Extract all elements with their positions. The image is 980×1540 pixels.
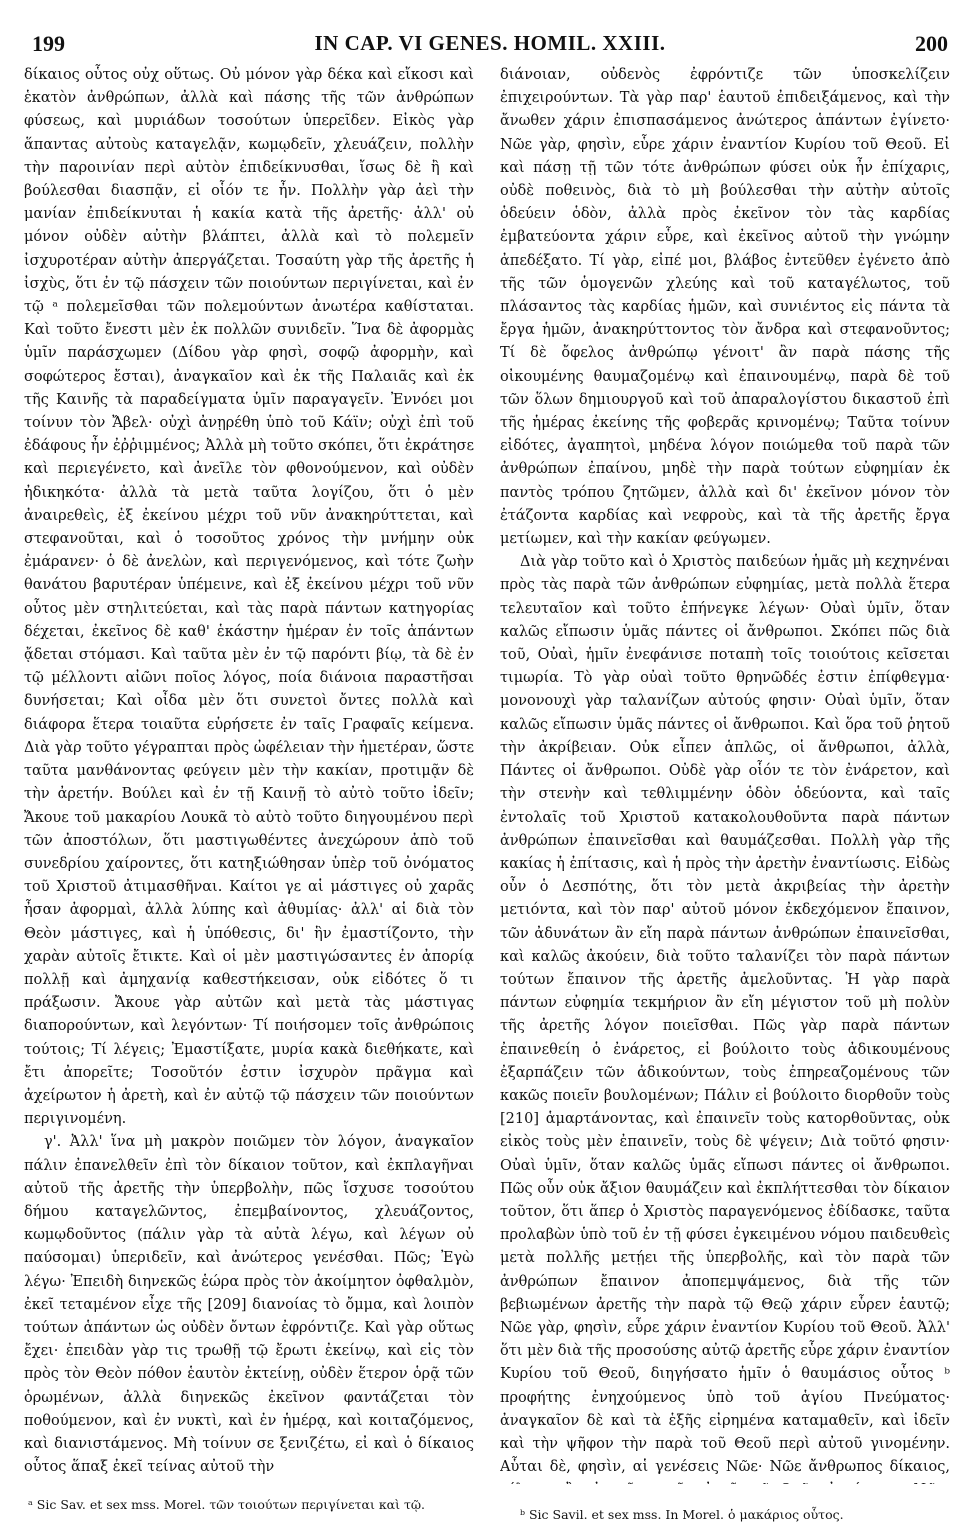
running-title: IN CAP. VI GENES. HOMIL. XXIII. [314,31,666,55]
paragraph: Διὰ γὰρ τοῦτο καὶ ὁ Χριστὸς παιδεύων ἡμᾶς μὴ κεχηνέναι πρὸς τὰς παρὰ τῶν ἀνθρώπων εὐφημίας, μετὰ πολλὰ ἕτερα τελευταῖον καὶ τοῦτο ἐπήνεγκε λέγων· Οὐαὶ ὑμῖν, ὅταν καλῶς εἴπωσιν ὑμᾶς πάντες οἱ ἄνθρωποι. Σκόπει πῶς διὰ τοῦ, Οὐαὶ, ἡμῖν ἐνεφάνισε ποταπὴ τοῖς τοιούτοις κεῖσεται τιμωρία. Τὸ γὰρ οὐαὶ τοῦτο θρηνῶδές ἐστιν ἐπίφθεγμα· μονονουχὶ γὰρ ταλανίζων αὐτούς φησιν· Οὐαὶ ὑμῖν, ὅταν καλῶς εἴπωσιν ὑμᾶς πάντες οἱ ἄνθρωποι. Καὶ ὅρα τοῦ ῥητοῦ τὴν ἀκρίβειαν. Οὐκ εἶπεν ἁπλῶς, οἱ ἄνθρωποι, ἀλλὰ, Πάντες οἱ ἄνθρωποι. Οὐδὲ γὰρ οἷόν τε τὸν ἐνάρετον, καὶ τὴν στενὴν καὶ τεθλιμμένην ὁδὸν ὁδεύοντα, καὶ ταῖς ἐντολαῖς τοῦ Χριστοῦ κατακολουθοῦντα παρὰ πάντων ἀνθρώπων ἐπαινεῖσθαι καὶ θαυμάζεσθαι. Πολλὴ γὰρ τῆς κακίας ἡ ἐπίτασις, καὶ ἡ πρὸς τὴν ἀρετὴν ἐναντίωσις. Εἰδὼς οὖν ὁ Δεσπότης, ὅτι τὸν μετὰ ἀκριβείας τὴν ἀρετὴν μετιόντα, καὶ τὸν παρ' αὐτοῦ μόνον ἐκδεχόμενον ἔπαινον, τῶν ἀδυνάτων ἂν εἴη παρὰ πάντων ἀνθρώπων ἐπαινεῖσθαι, καὶ καλῶς ἀκούειν, διὰ τοῦτο ταλανίζει τὸν παρὰ πάντων τούτων ἔπαινον τῆς ἀρετῆς ἀμελοῦντας. Ἡ γὰρ παρὰ πάντων εὐφημία τεκμήριον ἂν εἴη μέγιστον τοῦ μὴ πολὺν τῆς ἀρετῆς λόγον ποιεῖσθαι. Πῶς γὰρ παρὰ πάντων ἐπαινεθείη ὁ ἐνάρετος, εἰ βούλοιτο τοὺς ἀδικουμένους ἐξαρπάζειν τῶν ἀδικούντων, τοὺς ἐπηρεαζομένους τῶν κακῶς ποιεῖν βουλομένων; Πάλιν εἰ βούλοιτο διορθοῦν τοὺς [210] ἁμαρτάνοντας, καὶ ἐπαινεῖν τοὺς κατορθοῦντας, οὐκ εἰκὸς τοὺς μὲν ἐπαινεῖν, τοὺς δὲ ψέγειν; Διὰ τοῦτό φησιν· Οὐαὶ ὑμῖν, ὅταν καλῶς ὑμᾶς εἴπωσι πάντες οἱ ἄνθρωποι. Πῶς οὖν οὐκ ἄξιον θαυμάζειν καὶ ἐκπλήττεσθαι τὸν δίκαιον τοῦτον, ὅτι ἅπερ ὁ Χριστὸς παραγενόμενος ἐδίδασκε, ταῦτα προλαβὼν ὑπὸ τοῦ ἐν τῇ φύσει ἐγκειμένου νόμου παιδευθεὶς μετὰ πολλῆς μετῄει τῆς ὑπερβολῆς, καὶ τὸν παρὰ τῶν ἀνθρώπων ἔπαινον ἀποπεμψάμενος, διὰ τῆς τῶν βεβιωμένων ἀρετῆς τὴν παρὰ τῷ Θεῷ χάριν εὗρεν ἑαυτῷ; Νῶε γὰρ, φησὶν, εὗρε χάριν ἐναντίον Κυρίου τοῦ Θεοῦ. Ἀλλ' ὅτι μὲν διὰ τῆς προσούσης αὐτῷ ἀρετῆς εὗρε χάριν ἐναντίον Κυρίου τοῦ Θεοῦ, διηγήσατο ἡμῖν ὁ θαυμάσιος οὗτος ᵇ προφήτης ἐνηχούμενος ὑπὸ τοῦ ἁγίου Πνεύματος· ἀναγκαῖον δὲ καὶ τὰ ἑξῆς εἰρημένα καταμαθεῖν, καὶ ἰδεῖν καὶ τὴν ψῆφον τὴν παρὰ τοῦ Θεοῦ περὶ αὐτοῦ γινομένην. Αὗται δὲ, φησὶν, αἱ γενέσεις Νῶε· Νῶε ἄνθρωπος δίκαιος, [500,554,950,1476]
paragraph: γ'. Ἀλλ' ἵνα μὴ μακρὸν ποιῶμεν τὸν λόγον, ἀναγκαῖον πάλιν ἐπανελθεῖν ἐπὶ τὸν δίκαιον τοῦτον, καὶ ἐκπλαγῆναι αὐτοῦ τῆς ἀρετῆς τὴν ὑπερβολὴν, πῶς ἴσχυσε τοσούτου δήμου καταγελῶντος, ἐπεμβαίνοντος, χλευάζοντος, κωμῳδοῦντος (πάλιν γὰρ τὰ αὐτὰ λέγω, καὶ λέγων οὐ παύσομαι) ὑπεριδεῖν, καὶ ἀνώτερος γενέσθαι. Πῶς; Ἐγὼ λέγω· Ἐπειδὴ διηνεκῶς ἑώρα πρὸς τὸν ἀκοίμητον ὀφθαλμὸν, ἐκεῖ τεταμένον εἶχε τῆς [209] διανοίας τὸ ὄμμα, καὶ λοιπὸν τούτων ἁπάντων ὡς οὐδὲν ὄντων ἐφρόντιζε. Καὶ γὰρ οὕτως ἔχει· ἐπειδὰν γὰρ τις τρωθῇ τῷ ἔρωτι ἐκείνῳ, καὶ εἰς τὸν πρὸς τὸν Θεὸν πόθον ἑαυτὸν ἐκτείνῃ, οὐδὲν ἕτερον ὁρᾷ τῶν ὁρωμένων, ἀλλὰ διηνεκῶς ἐκεῖνον φαντάζεται τὸν ποθούμενον, καὶ ἐν νυκτὶ, καὶ ἐν ἡμέρᾳ, καὶ κοιταζόμενος, καὶ διανιστάμενος. Μὴ τοίνυν σε ξενιζέτω, εἰ καὶ ὁ δίκαιος οὗτος ἅπαξ ἐκεῖ τείνας αὐτοῦ τὴν [24,1134,474,1476]
paragraph: δίκαιος οὗτος οὐχ οὕτως. Οὐ μόνον γὰρ δέκα καὶ εἴκοσι καὶ ἑκατὸν ἀνθρώπων, ἀλλὰ καὶ πάσης τῆς τῶν ἀνθρώπων φύσεως, καὶ μυριάδων τοσούτων ὑπερεῖδεν. Εἰκὸς γὰρ ἅπαντας αὐτοὺς καταγελᾷν, κωμῳδεῖν, χλευάζειν, πολλὴν τὴν παροινίαν περὶ αὐτὸν ἐπιδείκνυσθαι, ἴσως δὲ ἢ καὶ βούλεσθαι διασπᾷν, εἰ οἷόν τε ἦν. Πολλὴν γὰρ ἀεὶ τὴν μανίαν ἐπιδείκνυται ἡ κακία κατὰ τῆς ἀρετῆς· ἀλλ' οὐ μόνον οὐδὲν αὐτὴν βλάπτει, ἀλλὰ καὶ τὸ πολεμεῖν ἰσχυροτέραν αὐτὴν ἀπεργάζεται. Τοσαύτη γὰρ τῆς ἀρετῆς ἡ ἰσχὺς, ὅτι ἐν τῷ πάσχειν τῶν ποιούντων περιγίνεται, καὶ ἐν τῷ ᵃ πολεμεῖσθαι τῶν πολεμούντων ἀνωτέρα καθίσταται. Καὶ τοῦτο ἔνεστι μὲν ἐκ πολλῶν συνιδεῖν. Ἵνα δὲ ἀφορμὰς ὑμῖν παράσχωμεν (Δίδου γὰρ φησὶ, σοφῷ ἀφορμὴν, καὶ σοφώτερος ἔσται), ἀναγκαῖον καὶ ἐκ τῆς Παλαιᾶς καὶ ἐκ τῆς Καινῆς τὰ παραδείγματα ὑμῖν παραγαγεῖν. Ἐννόει μοι τοίνυν τὸν Ἄβελ· οὐχὶ ἀνῃρέθη ὑπὸ τοῦ Κάϊν; οὐχὶ ἐπὶ τοῦ ἐδάφους ἦν ἐῤῥιμμένος; Ἀλλὰ μὴ τοῦτο σκόπει, ὅτι ἐκράτησε καὶ περιεγένετο, καὶ ἀνεῖλε τὸν φθονούμενον, καὶ οὐδὲν ἠδικηκότα· ἀλλὰ τὰ μετὰ ταῦτα λογίζου, ὅτι ὁ μὲν ἀναιρεθεὶς, ἐξ ἐκείνου μέχρι τοῦ νῦν ἀνακηρύττεται, καὶ στεφανοῦται, καὶ ὁ τοσοῦτος χρόνος τὴν μνήμην οὐκ ἐμάρανεν· ὁ δὲ ἀνελὼν, καὶ περιγενόμενος, καὶ τότε ζωὴν θανάτου βαρυτέραν ὑπέμεινε, καὶ ἐξ ἐκείνου μέχρι τοῦ νῦν οὗτος μὲν στηλιτεύεται, καὶ τὰς παρὰ πάντων κατηγορίας δέχεται, ἐκεῖνος δὲ καθ' ἑκάστην ἡμέραν ἐν τοῖς ἁπάντων ᾄδεται στόμασι. Καὶ ταῦτα μὲν ἐν τῷ παρόντι βίῳ, τὰ δὲ ἐν τῷ μέλλοντι αἰῶνι ποῖος λόγος, ποία διάνοια παραστῆσαι δυνήσεται; Καὶ οἶδα μὲν ὅτι συνετοὶ ὄντες πολλὰ καὶ διάφορα ἕτερα τοιαῦτα εὑρήσετε ἐν ταῖς Γραφαῖς κείμενα. Διὰ γὰρ τοῦτο γέγραπται πρὸς ὠφέλειαν τὴν ἡμετέραν, ὥστε ταῦτα μανθάνοντας φεύγειν μὲν τὴν κακίαν, προτιμᾷν δὲ τὴν ἀρετήν. Βούλει καὶ ἐν τῇ Καινῇ τὸ αὐτὸ τοῦτο ἰδεῖν; Ἄκουε τοῦ μακαρίου Λουκᾶ τὸ αὐτὸ τοῦτο διηγουμένου περὶ τῶν ἀποστόλων, ὅτι μαστιγωθέντες ἀνεχώρουν ἀπὸ τοῦ συνεδρίου χαίροντες, ὅτι κατηξιώθησαν ὑπὲρ τοῦ ὀνόματος τοῦ Χριστοῦ ἀτιμασθῆναι. Καίτοι γε αἱ μάστιγες οὐ χαρᾶς ἦσαν ἀφορμαὶ, ἀλλὰ λύπης καὶ ἀθυμίας· ἀλλ' αἱ διὰ τὸν Θεὸν μάστιγες, καὶ ἡ ὑπόθεσις, δι' ἣν ἐμαστίζοντο, τὴν χαρὰν αὐτοῖς ἔτικτε. Καὶ οἱ μὲν μαστιγώσαντες ἐν ἀπορίᾳ πολλῇ καὶ ἀμηχανίᾳ καθεστήκεισαν, οὐκ εἰδότες ὅ τι πράξωσιν. Ἄκουε γὰρ αὐτῶν καὶ μετὰ τὰς μάστιγας διαπορούντων, καὶ λεγόντων· Τί ποιήσομεν τοῖς ἀνθρώποις τούτοις; Τί λέγεις; Ἐμαστίξατε, μυρία κακὰ διεθήκατε, καὶ ἔτι ἀπορεῖτε; Τοσοῦτόν ἐστιν ἰσχυρὸν πρᾶγμα καὶ ἀχείρωτον ἡ ἀρετὴ, καὶ ἐν αὐτῷ τῷ πάσχειν τῶν ποιούντων περιγινομένη. [24,67,474,1128]
footnote-b: ᵇ Sic Savil. et sex mss. In Morel. ὁ μακάριος οὗτος. [520,1507,844,1522]
right-column [500,64,950,1484]
footnote-a: ᵃ Sic Sav. et sex mss. Morel. τῶν τοιούτων περιγίνεται καὶ τῷ. [28,1497,426,1512]
page-number-right: 200 [915,31,948,56]
left-column [24,64,474,1484]
paragraph: διάνοιαν, οὐδενὸς ἐφρόντιζε τῶν ὑποσκελίζειν ἐπιχειρούντων. Τὰ γὰρ παρ' ἑαυτοῦ ἐπιδειξάμενος, καὶ τὴν ἄνωθεν χάριν ἐπισπασάμενος ἀνώτερος ἁπάντων ἐγίνετο· Νῶε γὰρ, φησὶν, εὗρε χάριν ἐναντίον Κυρίου τοῦ Θεοῦ. Εἰ καὶ πάσῃ τῇ τῶν τότε ἀνθρώπων φύσει οὐκ ἦν ἐπίχαρις, οὐδὲ ποθεινὸς, διὰ τὸ μὴ βούλεσθαι τὴν αὐτὴν αὐτοῖς ὁδεύειν ὁδὸν, ἀλλὰ πρὸς ἐκεῖνον τὸν τὰς καρδίας ἐμβατεύοντα χάριν εὗρε, καὶ ἐκεῖνος αὐτοῦ τὴν γνώμην ἀπεδέξατο. Τί γὰρ, εἰπέ μοι, βλάβος ἐντεῦθεν ἐγένετο ἀπὸ τῆς τῶν ὁμογενῶν χλεύης καὶ τοῦ καταγέλωτος, τοῦ πλάσαντος τὰς καρδίας ἡμῶν, καὶ συνιέντος εἰς πάντα τὰ ἔργα ἡμῶν, ἀνακηρύττοντος τὸν ἄνδρα καὶ στεφανοῦντος; Τί δὲ ὄφελος ἀνθρώπῳ γένοιτ' ἂν παρὰ πάσης τῆς οἰκουμένης θαυμαζομένῳ καὶ ἐπαινουμένῳ, παρὰ δὲ τοῦ τῶν ὅλων δημιουργοῦ καὶ τοῦ ἀπαραλογίστου δικαστοῦ ἐπὶ τῆς ἡμέρας ἐκείνης τῆς φοβερᾶς κρινομένῳ; Ταῦτα τοίνυν εἰδότες, ἀγαπητοὶ, μηδένα λόγον ποιώμεθα τοῦ παρὰ τῶν ἀνθρώπων ἐπαίνου, μηδὲ τὴν παρὰ τούτων εὐφημίαν ἐκ παντὸς τρόπου ζητῶμεν, ἀλλὰ καὶ δι' ἐκεῖνον μόνον τὸν ἐτάζοντα καρδίας καὶ νεφροὺς, καὶ τὰ τῆς ἀρετῆς ἔργα μετίωμεν, καὶ τὴν κακίαν φεύγωμεν. [500,67,950,548]
running-header [32,31,948,61]
page-number-left: 199 [32,31,65,56]
